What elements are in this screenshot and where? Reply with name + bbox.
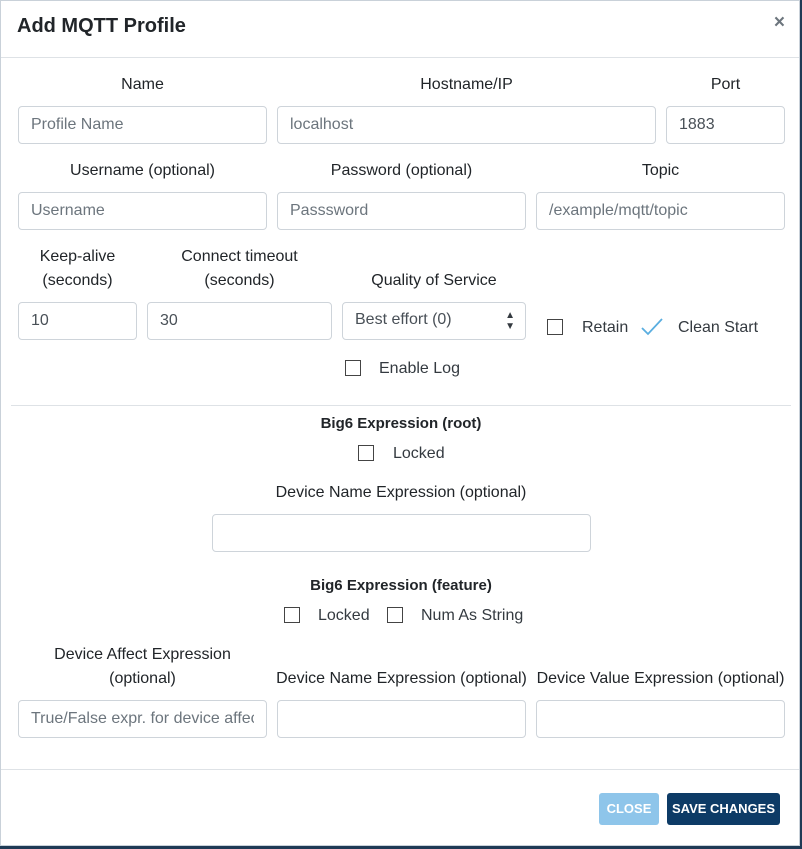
modal-footer-divider xyxy=(1,769,799,770)
num-as-string-label: Num As String xyxy=(421,607,524,624)
password-label: Password (optional) xyxy=(330,162,473,179)
keepalive-label-line1: Keep-alive xyxy=(39,248,116,265)
retain-label: Retain xyxy=(582,319,629,336)
qos-label: Quality of Service xyxy=(371,272,497,289)
root-locked-label: Locked xyxy=(393,445,445,462)
close-button[interactable]: CLOSE xyxy=(599,793,659,825)
connect-timeout-label-line2: (seconds) xyxy=(204,272,275,289)
enable-log-checkbox[interactable] xyxy=(345,360,361,376)
username-input[interactable] xyxy=(18,192,267,230)
device-affect-expr-label-line1: Device Affect Expression xyxy=(54,646,231,663)
device-value-expr-label: Device Value Expression (optional) xyxy=(536,670,785,687)
keepalive-input[interactable] xyxy=(18,302,137,340)
port-input[interactable] xyxy=(666,106,785,144)
username-label: Username (optional) xyxy=(70,162,215,179)
connect-timeout-label xyxy=(147,245,332,293)
save-changes-button[interactable]: SAVE CHANGES xyxy=(667,793,780,825)
feature-device-name-expr-label: Device Name Expression (optional) xyxy=(276,670,527,687)
hostname-label: Hostname/IP xyxy=(420,76,513,93)
root-locked-checkbox[interactable] xyxy=(358,445,374,461)
device-affect-expr-input[interactable] xyxy=(18,700,267,738)
close-icon[interactable]: × xyxy=(773,12,785,33)
feature-section-title: Big6 Expression (feature) xyxy=(310,577,492,594)
modal-title: Add MQTT Profile xyxy=(17,15,186,37)
connect-timeout-label-line1: Connect timeout xyxy=(181,248,298,265)
root-section-title: Big6 Expression (root) xyxy=(320,415,482,432)
hostname-input[interactable] xyxy=(277,106,656,144)
topic-label: Topic xyxy=(641,162,680,179)
feature-device-name-expr-input[interactable] xyxy=(277,700,526,738)
password-input[interactable] xyxy=(277,192,526,230)
topic-input[interactable] xyxy=(536,192,785,230)
device-affect-expr-label-line2: (optional) xyxy=(109,670,176,687)
name-label: Name xyxy=(121,76,164,93)
port-label: Port xyxy=(710,76,741,93)
enable-log-label: Enable Log xyxy=(379,360,460,377)
clean-start-label: Clean Start xyxy=(678,319,759,336)
profile-name-input[interactable] xyxy=(18,106,267,144)
keepalive-label xyxy=(18,245,137,293)
section-divider xyxy=(11,405,791,406)
connect-timeout-input[interactable] xyxy=(147,302,332,340)
qos-selected-value: Best effort (0) xyxy=(355,311,452,328)
keepalive-label-line2: (seconds) xyxy=(42,272,113,289)
qos-select[interactable] xyxy=(342,302,526,340)
device-value-expr-input[interactable] xyxy=(536,700,785,738)
feature-locked-checkbox[interactable] xyxy=(284,607,300,623)
num-as-string-checkbox[interactable] xyxy=(387,607,403,623)
feature-locked-label: Locked xyxy=(318,607,370,624)
root-device-name-expr-input[interactable] xyxy=(212,514,591,552)
clean-start-check-icon[interactable] xyxy=(639,316,665,338)
modal-header xyxy=(1,1,799,58)
root-device-name-expr-label: Device Name Expression (optional) xyxy=(275,484,527,501)
device-affect-expr-label xyxy=(18,643,267,691)
retain-checkbox[interactable] xyxy=(547,319,563,335)
updown-caret-icon: ▲ ▼ xyxy=(505,310,515,332)
